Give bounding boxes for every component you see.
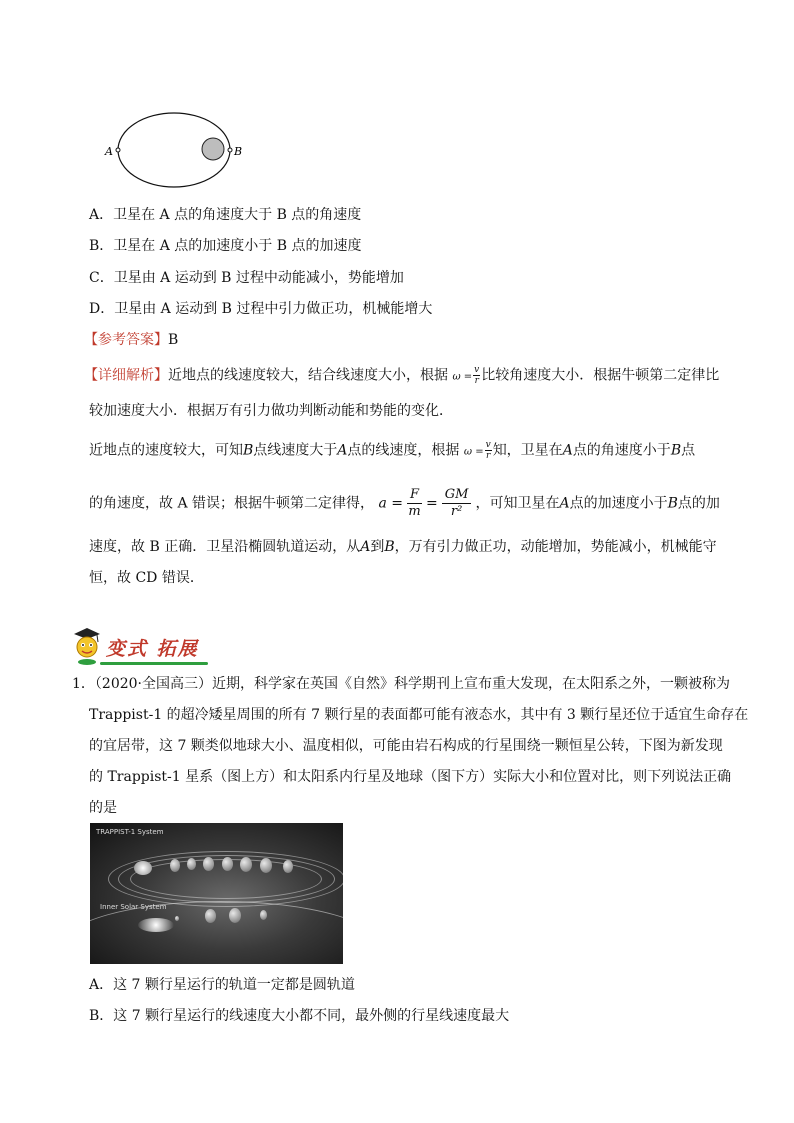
q2-line-2: Trappist-1 的超冷矮星周围的所有 7 颗行星的表面都可能有液态水，其中有 3 颗行星还位于适宜生命存在 bbox=[89, 707, 749, 723]
q2-line-4: 的 Trappist-1 星系（图上方）和太阳系内行星及地球（图下方）实际大小和位置对比，则下列说法正确 bbox=[89, 769, 732, 785]
omega-eq: ω = bbox=[452, 371, 473, 383]
analysis-line-2: 较加速度大小．根据万有引力做功判断动能和势能的变化． bbox=[89, 403, 453, 419]
point-b-dot bbox=[228, 148, 232, 152]
q2-line-1: 1．（2020·全国高三）近期，科学家在英国《自然》科学期刊上宣布重大发现，在太阳系之外，一颗被称为 bbox=[72, 676, 730, 692]
analysis-p2-line-1: 近地点的速度较大，可知B点线速度大于A点的线速度，根据 ω = $\frac{v}{r}$ 知，卫星在A点的角速度小于B点 bbox=[89, 440, 696, 461]
option-d: D．卫星由 A 运动到 B 过程中引力做正功，机械能增大 bbox=[89, 301, 433, 317]
trappist-comparison-image bbox=[90, 823, 343, 964]
option-c: C．卫星由 A 运动到 B 过程中动能减小，势能增加 bbox=[89, 270, 404, 286]
analysis-p2-line-3: 速度，故 B 正确．卫星沿椭圆轨道运动，从A到B，万有引力做正功，动能增加，势能减小，机械能守 bbox=[89, 539, 717, 555]
section-header bbox=[70, 626, 210, 668]
image-label-bottom: Inner Solar System bbox=[100, 903, 167, 911]
option-b: B．卫星在 A 点的加速度小于 B 点的加速度 bbox=[89, 238, 362, 254]
answer-value: B bbox=[168, 332, 179, 348]
option-a: A．卫星在 A 点的角速度大于 B 点的角速度 bbox=[89, 207, 362, 223]
mascot-icon bbox=[70, 626, 104, 666]
v-over-r: $\frac{v}{r}$ bbox=[474, 365, 480, 386]
q2-option-a: A．这 7 颗行星运行的轨道一定都是圆轨道 bbox=[89, 977, 355, 993]
analysis-text: 比较角速度大小．根据牛顿第二定律比 bbox=[481, 367, 720, 384]
q2-line-3: 的宜居带，这 7 颗类似地球大小、温度相似，可能由岩石构成的行星围绕一颗恒星公转，下图为新发现 bbox=[89, 738, 723, 754]
label-b: B bbox=[234, 145, 243, 158]
orbit-diagram bbox=[100, 105, 250, 197]
image-label-top: TRAPPIST-1 System bbox=[96, 828, 164, 836]
q2-line-5: 的是 bbox=[89, 800, 117, 816]
analysis-line-1 bbox=[84, 365, 719, 388]
answer-line bbox=[84, 330, 178, 350]
analysis-text: 近地点的线速度较大，结合线速度大小，根据 bbox=[168, 367, 448, 384]
answer-tag: 【参考答案】 bbox=[84, 332, 168, 348]
q2-option-b: B．这 7 颗行星运行的线速度大小都不同，最外侧的行星线速度最大 bbox=[89, 1008, 510, 1024]
f-over-m: $\frac{F}{m}$ bbox=[408, 487, 421, 519]
label-a: A bbox=[105, 145, 113, 158]
gm-over-r2: $\frac{GM}{\text{r²}}$ bbox=[442, 487, 472, 520]
point-a-dot bbox=[116, 148, 120, 152]
section-underline bbox=[100, 662, 208, 665]
analysis-p2-line-2: 的角速度，故 A 错误；根据牛顿第二定律得， a = $\frac{F}{m}$ = $\frac{GM}{\text{r²}}$ ，可知卫星在A点的加速度小于B点的加 bbox=[89, 487, 720, 519]
earth-planet bbox=[202, 138, 224, 160]
analysis-p2-line-4: 恒，故 CD 错误． bbox=[89, 570, 204, 586]
v-over-r-2: $\frac{v}{r}$ bbox=[485, 440, 491, 461]
analysis-tag: 【详细解析】 bbox=[84, 367, 168, 384]
section-title: 变式 拓展 bbox=[106, 638, 199, 660]
